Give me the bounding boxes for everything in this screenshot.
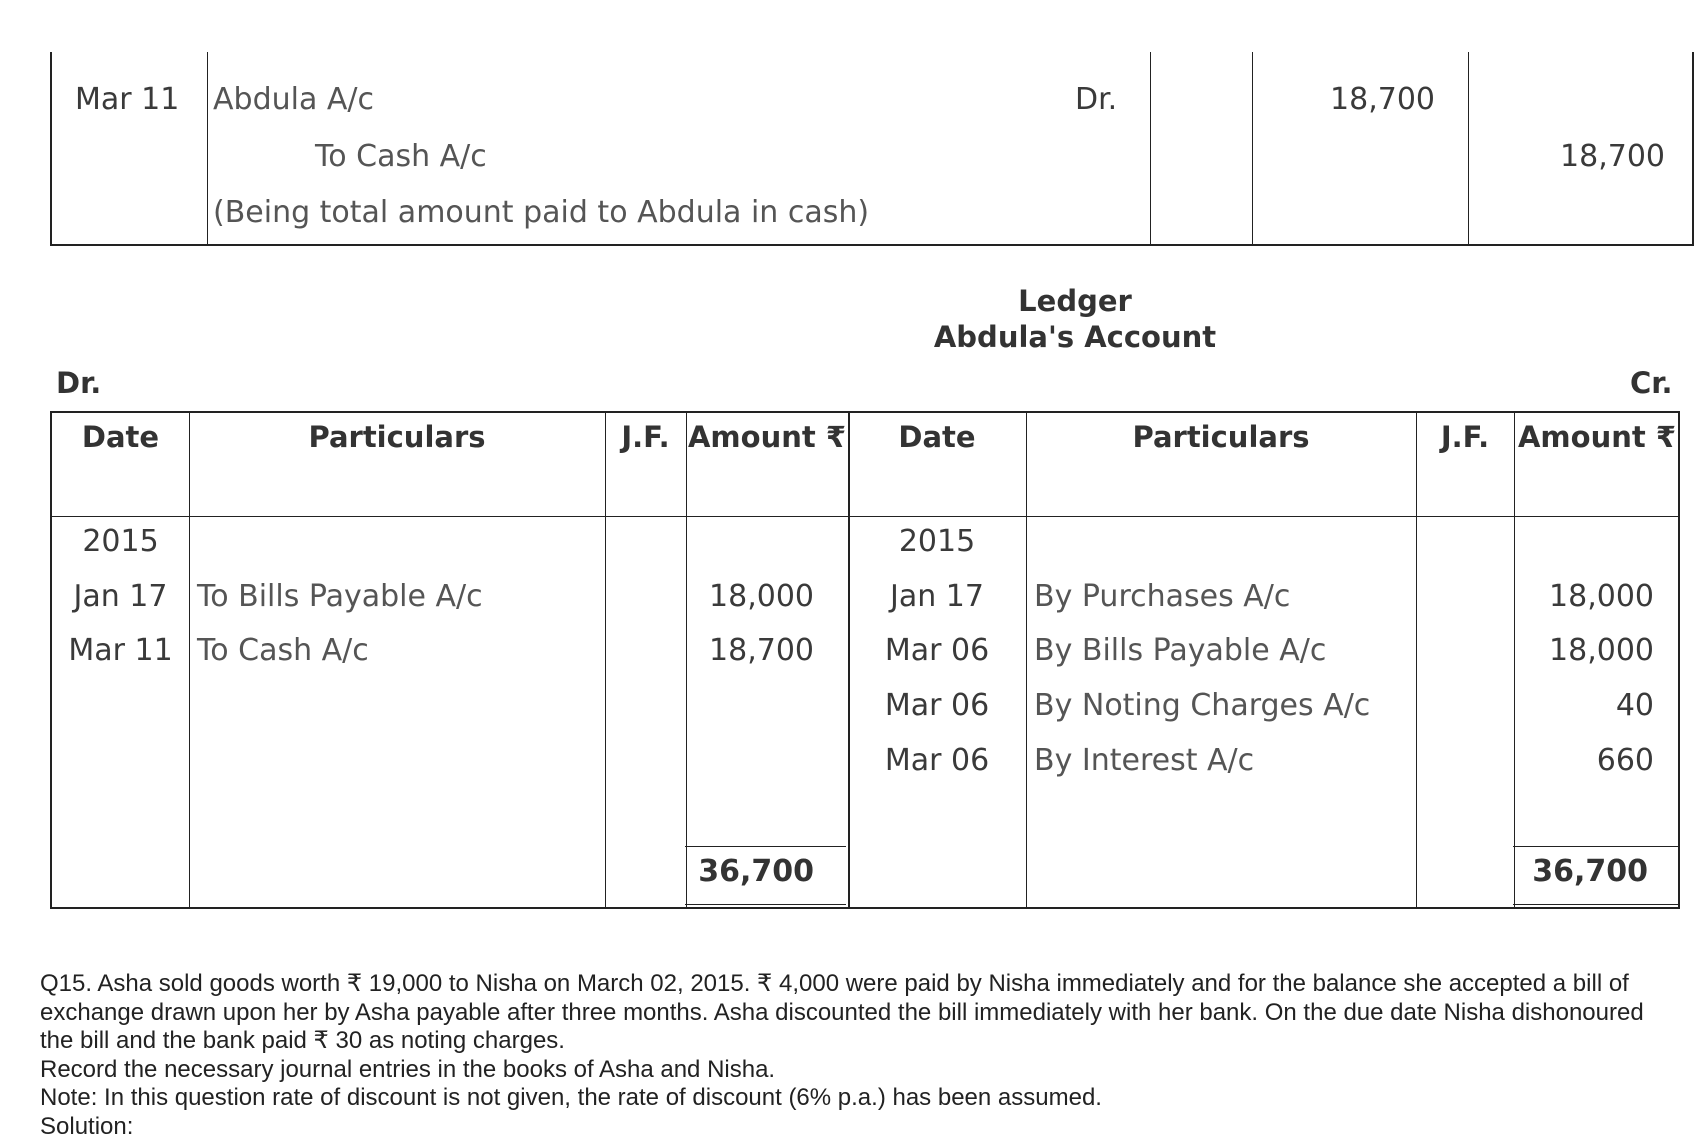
ledger-account-name: Abdula's Account xyxy=(933,320,1217,354)
header-dr-jf: J.F. xyxy=(621,420,670,454)
ledger-col-divider xyxy=(1026,413,1027,907)
dr-year: 2015 xyxy=(82,524,159,559)
question-text: Q15. Asha sold goods worth ₹ 19,000 to Nisha on March 02, 2015. ₹ 4,000 were paid by Nisha immediately and for the balance she accepted a bill of exchange drawn upon her by Asha payable after three months. Asha discounted the bill immediately with her bank. On the due date Nisha dishonoured the bill and the bank paid ₹ 30 as noting charges. xyxy=(40,970,1644,1054)
ledger-cr-label: Cr. xyxy=(1630,366,1673,400)
dr-entry-date: Mar 11 xyxy=(68,633,173,668)
journal-narration: (Being total amount paid to Abdula in cash) xyxy=(213,195,870,230)
header-cr-date: Date xyxy=(898,420,976,454)
header-dr-amount: Amount ₹ xyxy=(687,420,846,454)
ledger-col-divider xyxy=(1416,413,1417,907)
cr-entry-date: Jan 17 xyxy=(890,579,984,614)
journal-debit-amount: 18,700 xyxy=(1330,82,1435,117)
header-dr-date: Date xyxy=(81,420,160,454)
dr-entry-amount: 18,000 xyxy=(709,579,814,614)
cr-entry-particulars: By Noting Charges A/c xyxy=(1034,688,1371,723)
cr-year: 2015 xyxy=(898,524,976,559)
cr-entry-date: Mar 06 xyxy=(884,688,990,723)
solution-label: Solution: xyxy=(40,1112,134,1140)
cr-entry-amount: 660 xyxy=(1596,743,1654,778)
dr-entry-amount: 18,700 xyxy=(709,633,814,668)
journal-dr-label: Dr. xyxy=(1075,82,1118,117)
journal-credit-amount: 18,700 xyxy=(1560,139,1665,174)
ledger-col-divider xyxy=(189,413,190,907)
cr-entry-amount: 18,000 xyxy=(1549,579,1654,614)
debit-total-double-rule xyxy=(685,904,846,908)
journal-debit-account: Abdula A/c xyxy=(213,82,375,117)
header-cr-particulars: Particulars xyxy=(1132,420,1310,454)
cr-entry-particulars: By Interest A/c xyxy=(1034,743,1255,778)
ledger-dr-label: Dr. xyxy=(56,366,102,400)
dr-entry-particulars: To Bills Payable A/c xyxy=(197,579,483,614)
cr-entry-particulars: By Purchases A/c xyxy=(1034,579,1291,614)
journal-col-divider xyxy=(1468,52,1469,244)
dr-entry-particulars: To Cash A/c xyxy=(197,633,369,668)
journal-col-divider xyxy=(1150,52,1151,244)
journal-date: Mar 11 xyxy=(75,82,180,117)
journal-col-divider xyxy=(1252,52,1253,244)
header-dr-particulars: Particulars xyxy=(308,420,486,454)
debit-total-rule xyxy=(685,846,846,847)
cr-entry-date: Mar 06 xyxy=(884,633,990,668)
journal-credit-account: To Cash A/c xyxy=(315,139,487,174)
cr-entry-particulars: By Bills Payable A/c xyxy=(1034,633,1327,668)
question-block xyxy=(40,970,1680,1141)
question-note: Note: In this question rate of discount is not given, the rate of discount (6% p.a.) has been assumed. xyxy=(40,1084,1102,1111)
dr-entry-date: Jan 17 xyxy=(73,579,168,614)
credit-total-rule xyxy=(1513,846,1680,847)
journal-col-divider xyxy=(207,52,208,244)
ledger-col-divider xyxy=(605,413,606,907)
question-instruction: Record the necessary journal entries in the books of Asha and Nisha. xyxy=(40,1055,776,1083)
cr-entry-date: Mar 06 xyxy=(884,743,990,778)
dr-total: 36,700 xyxy=(698,854,814,889)
ledger-title: Ledger xyxy=(1018,284,1132,318)
cr-entry-amount: 40 xyxy=(1615,688,1654,723)
cr-total: 36,700 xyxy=(1532,854,1648,889)
cr-entry-amount: 18,000 xyxy=(1549,633,1654,668)
credit-total-double-rule xyxy=(1513,904,1680,908)
header-cr-jf: J.F. xyxy=(1440,420,1490,454)
ledger-header-divider xyxy=(52,516,1678,517)
header-cr-amount: Amount ₹ xyxy=(1517,420,1676,454)
